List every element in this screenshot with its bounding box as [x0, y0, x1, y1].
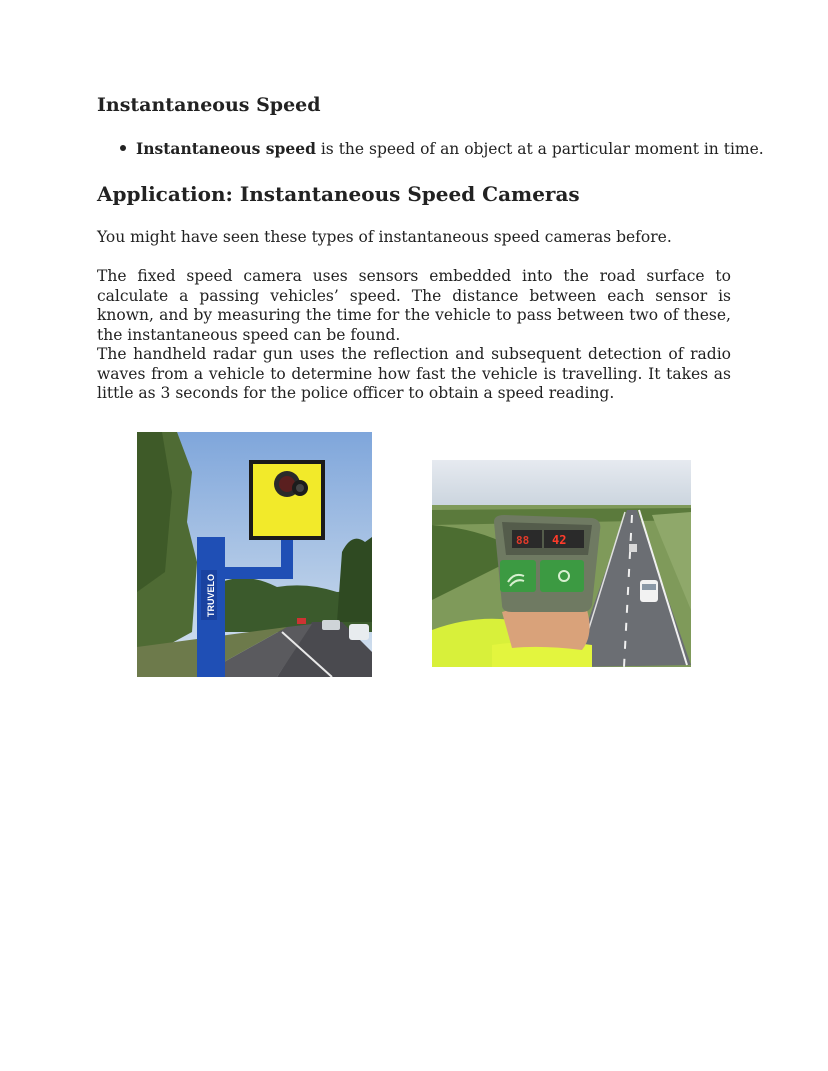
radar-gun-image — [432, 460, 691, 667]
intro-paragraph: You might have seen these types of instantaneous speed cameras before. — [97, 228, 672, 246]
fixed-speed-camera-image — [137, 432, 372, 677]
definition-term: Instantaneous speed — [136, 139, 316, 158]
radar-gun-paragraph: The handheld radar gun uses the reflection and subsequent detection of radio waves from a vehicle to determine how fast the vehicle is travelling. It takes as little as 3 seconds for the police officer to obtain a speed reading. — [97, 345, 731, 403]
bullet-icon — [120, 145, 126, 151]
application-title: Application: Instantaneous Speed Cameras — [97, 182, 580, 206]
definition-text: is the speed of an object at a particular moment in time. — [315, 140, 764, 158]
pole-label: TRUVELO — [206, 573, 216, 617]
radar-display-reading: 42 — [552, 533, 567, 547]
section-title: Instantaneous Speed — [97, 94, 321, 116]
fixed-camera-paragraph: The fixed speed camera uses sensors embedded into the road surface to calculate a passing vehicles’ speed. The distance between each sensor is known, and by measuring the time for the vehicle to pass between two of these, the instantaneous speed can be found. — [97, 267, 731, 344]
svg-text:88: 88 — [516, 534, 530, 547]
definition-bullet — [120, 139, 764, 158]
